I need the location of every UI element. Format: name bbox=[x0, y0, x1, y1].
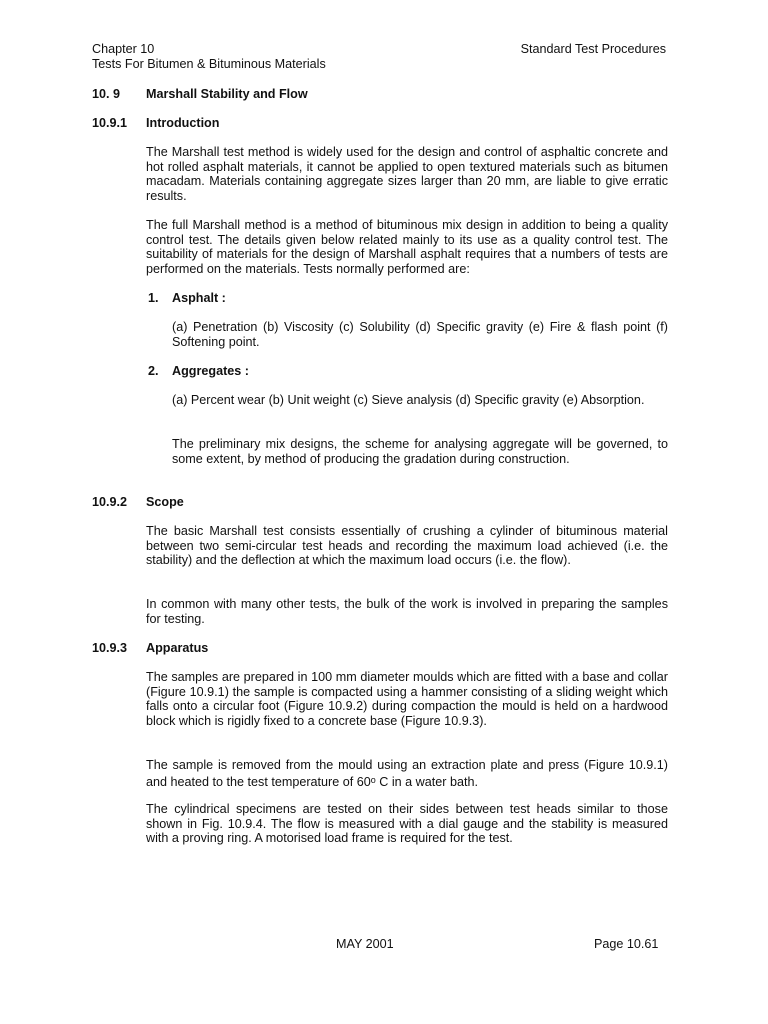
intro-paragraph-1: The Marshall test method is widely used for the design and control of asphaltic concrete and hot rolled asphalt materials, it cannot be applied to open textured materials such as bitumen macadam. Materials containing aggregate sizes larger than 20 mm, are liable to give erratic results. bbox=[146, 145, 668, 203]
scope-paragraph-2: In common with many other tests, the bulk of the work is involved in preparing the samples for testing. bbox=[146, 597, 668, 626]
intro-number: 10.9.1 bbox=[92, 116, 128, 130]
section-number: 10. 9 bbox=[92, 87, 121, 101]
apparatus-title: Apparatus bbox=[146, 641, 209, 655]
item-2-text-2: The preliminary mix designs, the scheme for analysing aggregate will be governed, to some extent, by method of producing the gradation during construction. bbox=[172, 437, 668, 466]
scope-number: 10.9.2 bbox=[92, 495, 128, 509]
apparatus-paragraph-2-end: C in a water bath. bbox=[375, 774, 478, 789]
section-title: Marshall Stability and Flow bbox=[146, 87, 308, 101]
item-2-number: 2. bbox=[148, 364, 159, 378]
apparatus-paragraph-1: The samples are prepared in 100 mm diameter moulds which are fitted with a base and collar (Figure 10.9.1) the sample is compacted using a hammer consisting of a sliding weight which falls onto a circular foot (Figure 10.9.2) during compaction the mould is held on a hardwood block which is rigidly fixed to a concrete base (Figure 10.9.3). bbox=[146, 670, 668, 728]
footer-page-number: Page 10.61 bbox=[594, 937, 659, 951]
header-chapter: Chapter 10 bbox=[92, 42, 155, 56]
item-2-title: Aggregates : bbox=[172, 364, 249, 378]
page-header bbox=[92, 42, 666, 71]
apparatus-paragraph-2 bbox=[146, 758, 668, 789]
item-1-text: (a) Penetration (b) Viscosity (c) Solubility (d) Specific gravity (e) Fire & flash point (f) Softening point. bbox=[172, 320, 668, 349]
footer-date: MAY 2001 bbox=[336, 937, 394, 951]
intro-paragraph-2: The full Marshall method is a method of bituminous mix design in addition to being a quality control test. The details given below related mainly to its use as a quality control test. The suitability of materials for the design of Marshall asphalt requires that a numbers of tests are performed on the materials. Tests normally performed are: bbox=[146, 218, 668, 276]
apparatus-number: 10.9.3 bbox=[92, 641, 128, 655]
item-1-number: 1. bbox=[148, 291, 159, 305]
scope-title: Scope bbox=[146, 495, 184, 509]
degree-symbol: o bbox=[370, 774, 376, 785]
header-subtitle: Tests For Bitumen & Bituminous Materials bbox=[92, 56, 326, 71]
intro-title: Introduction bbox=[146, 116, 220, 130]
apparatus-paragraph-2-text: The sample is removed from the mould using an extraction plate and press (Figure 10.9.1) and heated to the test temperature of 60 bbox=[146, 758, 668, 789]
header-right: Standard Test Procedures bbox=[520, 42, 666, 56]
item-2-text: (a) Percent wear (b) Unit weight (c) Sieve analysis (d) Specific gravity (e) Absorption. bbox=[172, 393, 645, 407]
scope-paragraph-1: The basic Marshall test consists essentially of crushing a cylinder of bituminous material between two semi-circular test heads and recording the maximum load achieved (i.e. the stability) and the deflection at which the maximum load occurs (i.e. the flow). bbox=[146, 524, 668, 568]
item-1-title: Asphalt : bbox=[172, 291, 226, 305]
apparatus-paragraph-3: The cylindrical specimens are tested on their sides between test heads similar to those shown in Fig. 10.9.4. The flow is measured with a dial gauge and the stability is measured with a proving ring. A motorised load frame is required for the test. bbox=[146, 802, 668, 846]
